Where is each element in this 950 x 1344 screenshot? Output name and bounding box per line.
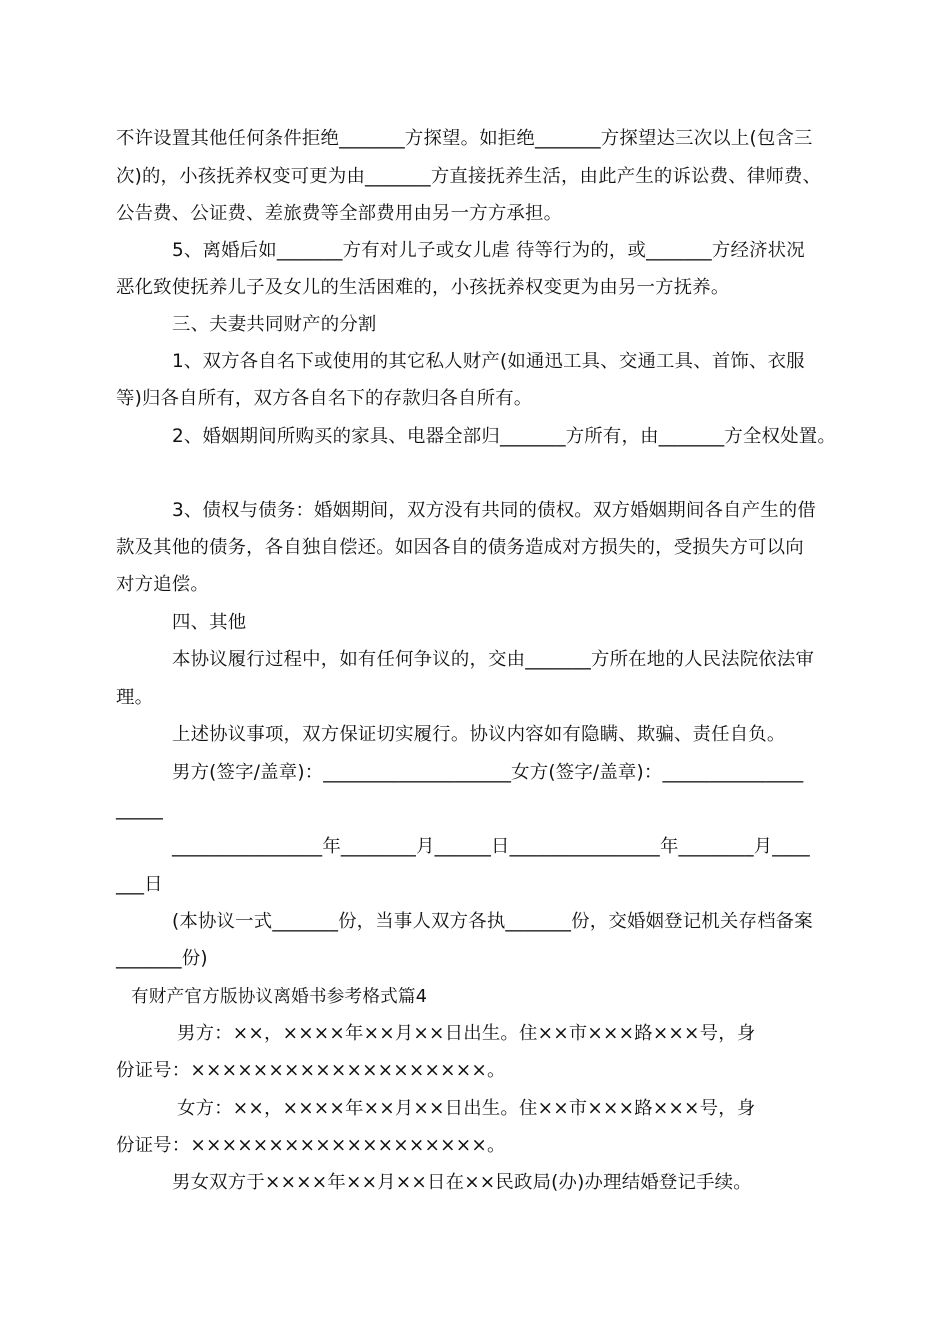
paragraph-line: 3、债权与债务：婚姻期间，双方没有共同的债权。双方婚姻期间各自产生的借 [172, 500, 816, 521]
paragraph-line: 款及其他的债务，各自独自偿还。如因各自的债务造成对方损失的，受损失方可以向 [116, 537, 804, 558]
signature-line: 男方(签字/盖章)：____________________女方(签字/盖章)：_______________ [172, 762, 804, 783]
date-line: ___日 [116, 874, 163, 895]
paragraph-line: 女方：××，××××年××月××日出生。住××市×××路×××号，身 [177, 1098, 756, 1119]
paragraph-line: 恶化致使抚养儿子及女儿的生活困难的，小孩抚养权变更为由另一方抚养。 [116, 277, 730, 298]
paragraph-line: (本协议一式_______份，当事人双方各执_______份，交婚姻登记机关存档备案 [172, 911, 813, 932]
article-title: 有财产官方版协议离婚书参考格式篇4 [131, 987, 428, 1007]
paragraph-line: 男女双方于××××年××月××日在××民政局(办)办理结婚登记手续。 [172, 1172, 752, 1193]
paragraph-line: 份证号：×××××××××××××××××××。 [116, 1060, 506, 1081]
paragraph-line: 份证号：×××××××××××××××××××。 [116, 1135, 506, 1156]
paragraph-line: 不许设置其他任何条件拒绝_______方探望。如拒绝_______方探望达三次以上(包含三 [116, 128, 813, 149]
paragraph-line: 公告费、公证费、差旅费等全部费用由另一方方承担。 [116, 203, 563, 224]
section-heading: 三、夫妻共同财产的分割 [172, 314, 377, 335]
paragraph-line: 上述协议事项，双方保证切实履行。协议内容如有隐瞒、欺骗、责任自负。 [172, 724, 786, 745]
paragraph-line: 5、离婚后如_______方有对儿子或女儿虐 待等行为的，或_______方经济状况 [172, 240, 805, 261]
section-heading: 四、其他 [172, 612, 247, 633]
paragraph-line: 次)的，小孩抚养权变可更为由_______方直接抚养生活，由此产生的诉讼费、律师费、 [116, 166, 822, 187]
paragraph-line: 对方追偿。 [116, 574, 209, 595]
signature-line: _____ [116, 799, 163, 820]
paragraph-line: _______份) [116, 948, 208, 969]
paragraph-line: 等)归各自所有，双方各自名下的存款归各自所有。 [116, 388, 533, 409]
paragraph-line: 1、双方各自名下或使用的其它私人财产(如通迅工具、交通工具、首饰、衣服 [172, 351, 805, 372]
paragraph-line: 理。 [116, 687, 154, 708]
paragraph-line: 2、婚姻期间所购买的家具、电器全部归_______方所有，由_______方全权处置。 [172, 426, 836, 447]
date-line: ________________年________月______日________________年________月____ [172, 836, 810, 857]
paragraph-line: 本协议履行过程中，如有任何争议的，交由_______方所在地的人民法院依法审 [172, 649, 815, 670]
paragraph-line: 男方：××，××××年××月××日出生。住××市×××路×××号，身 [177, 1023, 756, 1044]
